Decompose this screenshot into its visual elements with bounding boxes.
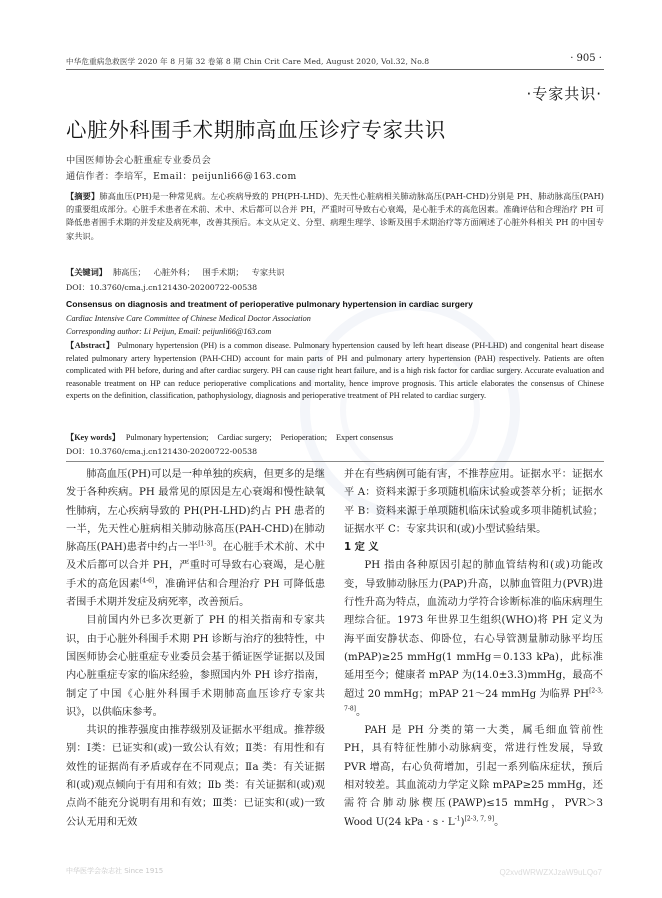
keywords-en-label: 【Key words】 [66, 433, 120, 442]
keyword-en: Expert consensus [336, 433, 394, 442]
keyword-cn: 围手术期； [202, 267, 244, 277]
body-text: 。 [494, 816, 505, 828]
body-text: 。在心脏手术术前、术中及术后都可以合并 PH，严重时可导致右心衰竭，是心脏手术的高危因素 [66, 542, 326, 590]
body-paragraph [66, 466, 325, 612]
abstract-cn-label: 【摘要】 [66, 191, 100, 201]
abstract-cn-text: 肺高血压(PH)是一种常见病。左心疾病导致的 PH(PH-LHD)、先天性心脏病相关肺动脉高压(PAH-CHD)分别是 PH、肺动脉高压(PAH)的重要组成部分。心脏手术患者在术前、术中、术后都可以合并 PH，严重时可导致右心衰竭，是心脏手术的高危因素。准确评估和合理治疗 PH 可降低患者围手术期的并发症及病死率，改善其预后。本文从定义、分型、病理生理学、诊断及围手术期治疗等方面阐述了心脏外科相关 PH 的中国专家共识。 [66, 191, 604, 241]
doi-en[interactable]: DOI：10.3760/cma.j.cn121430-20200722-00538 [66, 447, 258, 456]
section-heading: 1 定 义 [344, 542, 379, 554]
author-line: 中国医师协会心脏重症专业委员会 [66, 155, 212, 166]
body-paragraph [344, 722, 603, 832]
body-text: PAH 是 PH 分类的第一大类，属毛细血管前性 PH，具有特征性肺小动脉病变，常进行性发展，导致 PVR 增高，右心负荷增加，引起一系列临床症状，预后相对较差。其血流动力学定义除 mPAP≥25 mmHg，还需符合肺动脉楔压(PAWP)≤15 mmHg，PVR＞3 Wood U(24 kPa · s · L [344, 725, 603, 828]
keywords-cn [66, 267, 292, 278]
body-paragraph [344, 557, 603, 722]
abstract-en [66, 340, 604, 403]
keyword-cn: 专家共识 [251, 267, 285, 277]
english-corresponding-author: Corresponding author: Li Peijun, Email: peijunli66@163.com [66, 327, 272, 336]
citation-ref[interactable]: [1-3] [198, 540, 213, 548]
body-text: PH 指由各种原因引起的肺血管结构和(或)功能改变，导致肺动脉压力(PAP)升高，以肺血管阻力(PVR)进行性升高为特点，血流动力学符合诊断标准的临床病理生理综合征。1973 年世界卫生组织(WHO)将 PH 定义为海平面安静状态、仰卧位，右心导管测量肺动脉平均压(mPAP)≥25 mmHg(1 mmHg＝0.133 kPa)，此标准延用至今；健康者 mPAP 为(14.0±3.3)mmHg，最高不超过 20 mmHg；mPAP 21～24 mmHg 为临界 PH [344, 560, 603, 700]
body-column-right [344, 466, 603, 832]
publisher-logo: 中华医学会杂志社 Since 1915 [66, 867, 164, 875]
keywords-en [66, 432, 402, 443]
body-text: 。 [356, 706, 367, 718]
body-text: 肺高血压(PH)可以是一种单独的疾病，但更多的是继发于各种疾病。PH 最常见的原因是左心衰竭和慢性缺氧性肺病，左心疾病导致的 PH(PH-LHD)约占 PH 患者的一半，先天性心脏病相关肺动脉高压(PAH-CHD)在肺动脉高压(PAH)患者中约占一半 [66, 469, 325, 554]
journal-header: 中华危重病急救医学 2020 年 8 月第 32 卷第 8 期 Chin Crit Care Med, August 2020, Vol.32, No.8 [66, 57, 430, 66]
body-paragraph: 并在有些病例可能有害，不推荐应用。证据水平：证据水平 A：资料来源于多项随机临床试验或荟萃分析；证据水平 B：资料来源于单项随机临床试验或多项非随机试验；证据水平 C：专家共识和(或)小型试验结果。 [344, 469, 603, 535]
article-title: 心脏外科围手术期肺高血压诊疗专家共识 [66, 118, 446, 142]
unit-exponent: -1 [454, 815, 461, 823]
abstract-en-text: Pulmonary hypertension (PH) is a common disease. Pulmonary hypertension caused by left heart disease (PH-LHD) and congenital heart disease related pulmonary artery hypertension (PAH-CHD) account for main parts of PH and pulmonary artery hypertension (PAH) respectively. Patients are often complicated with PH before, during and after cardiac surgery. PH can cause right heart failure, and is a high risk factor for cardiac surgery. Accurate evaluation and reasonable treatment on HP can reduce perioperative complications and mortality, hence improve prognosis. This article elaborates the consensus of Chinese experts on the definition, classification, pathophysiology, diagnosis and perioperative treatment of PH related to cardiac surgery. [66, 341, 605, 401]
body-paragraph: 目前国内外已多次更新了 PH 的相关指南和专家共识，由于心脏外科围手术期 PH 诊断与治疗的独特性，中国医师协会心脏重症专业委员会基于循证医学证据以及国内心脏重症专家的临床经验，参照国内外 PH 诊疗指南，制定了中国《心脏外科围手术期肺高血压诊疗专家共识》，以供临床参考。 [66, 615, 325, 718]
citation-ref[interactable]: [2-3, 7, 9] [464, 815, 495, 823]
body-text: ) [460, 816, 465, 828]
keywords-cn-label: 【关键词】 [66, 267, 107, 277]
citation-ref[interactable]: [4-6] [139, 577, 155, 585]
body-paragraph: 共识的推荐强度由推荐级别及证据水平组成。推荐级别：Ⅰ类：已证实和(或)一致公认有效；Ⅱ类：有用性和有效性的证据尚有矛盾或存在不同观点；Ⅱa 类：有关证据和(或)观点倾向于有用和有效；Ⅱb 类：有关证据和(或)观点尚不能充分说明有用和有效；Ⅲ类：已证实和(或)一致公认无用和无效 [66, 725, 325, 828]
keyword-cn: 肺高压； [112, 267, 146, 277]
body-rule [66, 461, 604, 462]
doi-cn[interactable]: DOI：10.3760/cma.j.cn121430-20200722-00538 [66, 283, 258, 292]
english-affiliation: Cardiac Intensive Care Committee of Chinese Medical Doctor Association [66, 314, 311, 323]
page-number: · 905 · [570, 53, 602, 64]
english-title: Consensus on diagnosis and treatment of perioperative pulmonary hypertension in cardiac surgery [66, 299, 473, 309]
column-tag: ·专家共识· [526, 85, 602, 103]
body-column-left [66, 466, 325, 832]
corresponding-author: 通信作者：李培军，Email：peijunli66@163.com [66, 171, 297, 182]
header-rule [66, 69, 604, 70]
abstract-cn [66, 190, 604, 243]
abstract-en-label: 【Abstract】 [66, 341, 115, 350]
keyword-en: Perioperation; [280, 433, 328, 442]
keyword-en: Cardiac surgery; [217, 433, 272, 442]
keyword-cn: 心脏外科； [153, 267, 195, 277]
body-text: ，准确评估和合理治疗 PH 可降低患者围手术期并发症及病死率，改善预后。 [66, 578, 326, 609]
footer-watermark-code: Q2xvdWRWZXJzaW9uLQo7 [499, 868, 602, 877]
citation-ref[interactable]: [2-3, 7-8] [344, 687, 603, 713]
keyword-en: Pulmonary hypertension; [125, 433, 209, 442]
